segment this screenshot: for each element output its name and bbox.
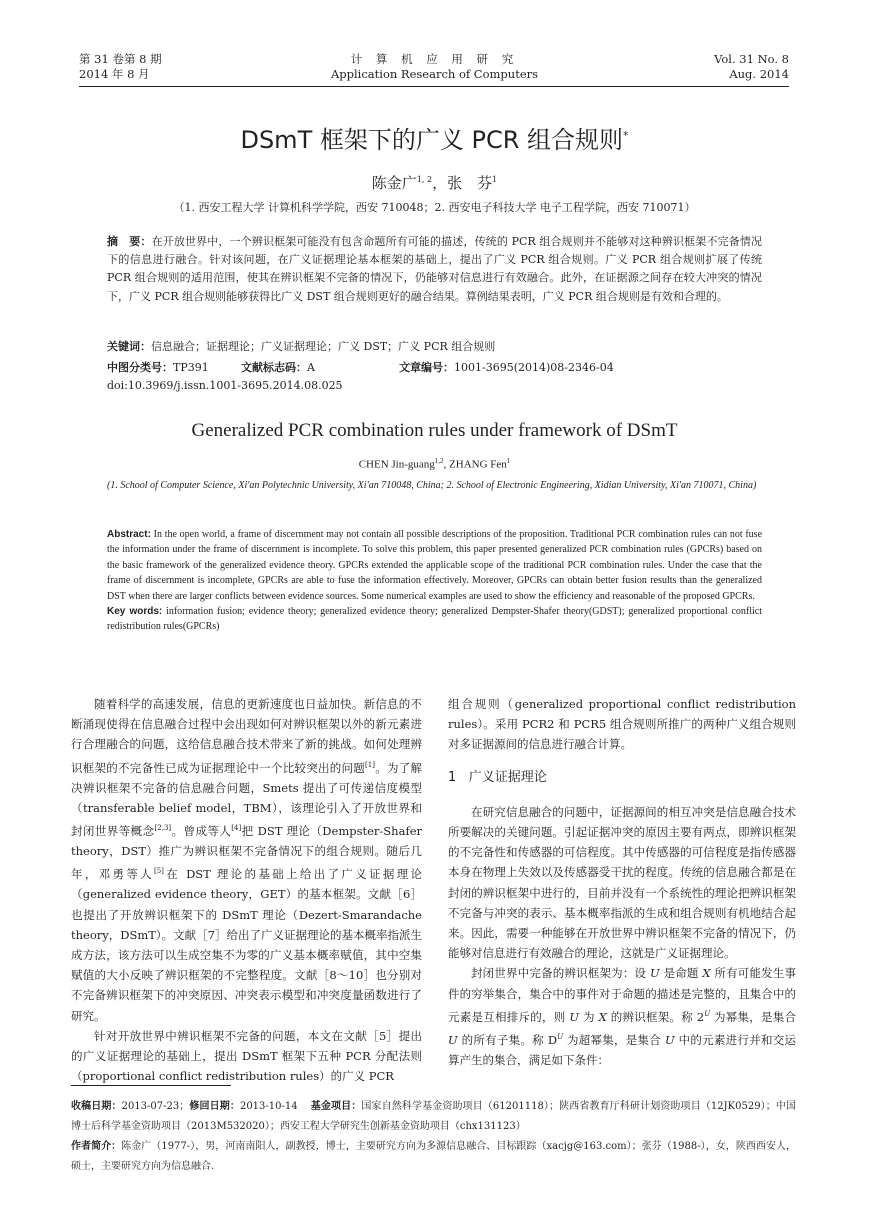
author-sep-en: , xyxy=(443,458,450,471)
body-paragraph xyxy=(71,694,422,1026)
text-run: 中的元素进行并和交运算产生的集合，满足如下条件： xyxy=(448,1032,797,1067)
received-date: 2013-07-23； xyxy=(121,1101,190,1112)
doi[interactable]: doi:10.3969/j.issn.1001-3695.2014.08.025 xyxy=(107,379,343,392)
revised-label: 修回日期： xyxy=(189,1101,240,1112)
math-var: U xyxy=(448,1032,458,1047)
abstract-cn-text: 在开放世界中，一个辨识框架可能没有包含命题所有可能的描述，传统的 PCR 组合规则并不能够对这种辨识框架不完备情况下的信息进行融合。针对该问题，在广义证据理论基本框架的基础上，提出了广义 PCR 组合规则。广义 PCR 组合规则扩展了传统 PCR 组合规则的适用范围，使其在辨识框架不完备的情况下，仍能够对信息进行有效融合。此外，在证据源之间存在较大冲突的情况下，广义 PCR 组合规则能够获得比广义 DST 组合规则更好的融合结果。算例结果表明，广义 PCR 组合规则是有效和合理的。 xyxy=(107,235,763,303)
section-number: 1 xyxy=(448,769,457,785)
keywords-cn-label: 关键词： xyxy=(107,340,151,353)
doc-code xyxy=(241,359,315,375)
author-2-en: ZHANG Fen xyxy=(449,458,507,471)
citation[interactable]: [1] xyxy=(365,760,375,769)
math-superscript: U xyxy=(704,1009,711,1018)
body-paragraph: 针对开放世界中辨识框架不完备的问题，本文在文献［5］提出的广义证据理论的基础上，提出 DSmT 框架下五种 PCR 分配法则（proportional conflict redistribution rules）的广义 PCR xyxy=(71,1028,422,1084)
keywords-en-text: information fusion; evidence theory; generalized evidence theory; generalized Dempster-Shafer theory(GDST); generalized proportional conflict redistribution rules(GPCRs) xyxy=(107,606,763,633)
paper-title-en: Generalized PCR combination rules under framework of DSmT xyxy=(191,420,678,441)
doc-code-label: 文献标志码： xyxy=(241,361,307,374)
abstract-cn xyxy=(107,233,762,306)
running-header-right xyxy=(714,52,789,82)
author-1-affil: 1, 2 xyxy=(416,175,433,184)
abstract-en-label: Abstract: xyxy=(107,529,151,540)
bio-text: 陈金广（1977-），男，河南南阳人，副教授，博士，主要研究方向为多源信息融合、目标跟踪（xacjg@163.com）；张芬（1988-），女，陕西西安人，硕士，主要研究方向为信息融合. xyxy=(71,1141,796,1172)
paper-title-cn xyxy=(0,120,869,155)
abstract-cn-label: 摘 要： xyxy=(107,235,152,248)
fund-label: 基金项目： xyxy=(310,1101,362,1112)
text-run: 为超幂集，是集合 xyxy=(563,1032,665,1047)
text-run: 是命题 xyxy=(659,966,703,981)
volume-issue-cn: 第 31 卷第 8 期 xyxy=(79,52,162,66)
revised-date: 2013-10-14 xyxy=(239,1101,298,1112)
footnote-rule xyxy=(71,1085,231,1086)
author-1-en: CHEN Jin-guang xyxy=(358,458,435,471)
abstract-en-body xyxy=(107,527,762,604)
author-sep: ， xyxy=(432,174,448,192)
affiliation-en: (1. School of Computer Science, Xi'an Polytechnic University, Xi'an 710048, China; 2. School of Electronic Engineering, Xidian University, Xi'an 710071, China) xyxy=(107,480,757,491)
abstract-en xyxy=(107,527,762,635)
journal-name-cn: 计 算 机 应 用 研 究 xyxy=(350,52,519,66)
keywords-en-label: Key words: xyxy=(107,606,163,618)
math-var: X xyxy=(598,1009,607,1024)
doc-code-value: A xyxy=(307,361,315,374)
date-cn: 2014 年 8 月 xyxy=(79,67,150,81)
classification-row xyxy=(107,359,209,375)
text-run: 在 DST 理论的基础上给出了广义证据理论（generalized evidence theory，GET）的基本框架。文献［6］也提出了开放辨识框架下的 DSmT 理论（Dezert-Smarandache theory，DSmT）。文献［7］给出了广义证据理论的基本概率指派生成方法，该方法可以生成空集不为零的广义基本概率赋值，其中空集赋值的大小反映了辨识框架的不完整程度。文献［8～10］也分别对不完备辨识框架下的冲突原因、冲突表示模型和冲突度量函数进行了研究。 xyxy=(71,867,422,1023)
keywords-cn-text: 信息融合；证据理论；广义证据理论；广义 DST；广义 PCR 组合规则 xyxy=(151,340,496,353)
body-column-left xyxy=(71,694,422,1086)
text-run: 随着科学的高速发展，信息的更新速度也日益加快。新信息的不断涌现使得在信息融合过程中会出现如何对辨识框架以外的新元素进行合理融合的问题，这给信息融合技术带来了新的挑战。如何处理辨识框架的不完备性已成为证据理论中一个比较突出的问题 xyxy=(71,697,422,775)
article-number xyxy=(399,359,614,375)
clc-label: 中图分类号： xyxy=(107,361,173,374)
affiliation-cn: （1. 西安工程大学 计算机科学学院，西安 710048；2. 西安电子科技大学 电子工程学院，西安 710071） xyxy=(173,201,696,214)
title-footnote-mark: * xyxy=(623,129,629,142)
text-run: 。曾成等人 xyxy=(171,823,232,838)
fund-text: 国家自然科学基金资助项目（61201118）；陕西省教育厅科研计划资助项目（12JK0529）；中国博士后科学基金资助项目（2013M532020）；西安工程大学研究生创新基金资助项目（chx131123） xyxy=(71,1101,797,1132)
math-var: U xyxy=(569,1009,580,1024)
authors-cn xyxy=(0,172,869,193)
author-2-affil: 1 xyxy=(492,175,498,184)
received-label: 收稿日期： xyxy=(71,1101,122,1112)
keywords-en xyxy=(107,604,762,635)
citation[interactable]: [4] xyxy=(231,824,242,833)
text-run: 的所有子集。称 D xyxy=(457,1032,558,1047)
author-2-en-affil: 1 xyxy=(506,457,511,465)
author-2: 张 芬 xyxy=(447,174,493,192)
volume-issue-en: Vol. 31 No. 8 xyxy=(714,52,789,66)
text-run: 所有可能发生事件的穷举集合，集合中的事件对于命题的描述是完整的，且集合中的元素是互相排斥的，则 xyxy=(448,966,797,1024)
section-title: 广义证据理论 xyxy=(468,769,547,785)
text-run: 为 xyxy=(579,1009,599,1024)
section-heading xyxy=(448,768,796,788)
title-text: DSmT 框架下的广义 PCR 组合规则 xyxy=(240,126,624,154)
body-paragraph: 组合规则（generalized proportional conflict redistribution rules）。采用 PCR2 和 PCR5 组合规则所推广的两种广义组合规则对多证据源间的信息进行融合计算。 xyxy=(448,697,796,752)
date-en: Aug. 2014 xyxy=(729,67,789,81)
math-var: X xyxy=(702,966,711,981)
authors-en xyxy=(0,457,869,471)
footnote-funding xyxy=(71,1097,796,1137)
footnote xyxy=(71,1097,796,1177)
article-number-value: 1001-3695(2014)08-2346-04 xyxy=(454,361,614,374)
body-paragraph xyxy=(448,963,796,1070)
author-1: 陈金广 xyxy=(371,174,417,192)
journal-name-en: Application Research of Computers xyxy=(330,67,539,81)
citation[interactable]: [2,3] xyxy=(154,824,172,833)
text-run: 。为了解决辨识框架不完备的信息融合问题，Smets 提出了可传递信度模型（transferable belief model，TBM），该理论引入了开放世界和封闭世界等概念 xyxy=(71,760,422,838)
bio-label: 作者简介： xyxy=(71,1141,122,1152)
math-var: U xyxy=(650,966,660,981)
clc-value: TP391 xyxy=(173,361,209,374)
text-run: 为幂集，是集合 xyxy=(710,1009,796,1024)
text-run: 封闭世界中完备的辨识框架为：设 xyxy=(471,966,651,981)
text-run: 的辨识框架。称 2 xyxy=(606,1009,705,1024)
citation[interactable]: [5] xyxy=(154,867,164,876)
footnote-bio xyxy=(71,1137,796,1177)
math-var: U xyxy=(665,1032,675,1047)
body-paragraph: 在研究信息融合的问题中，证据源间的相互冲突是信息融合技术所要解决的关键问题。引起证据冲突的原因主要有两点，即辨识框架的不完备性和传感器的可信程度。其中传感器的可信程度是指传感器本身在物理上失效以及传感器受干扰的程度。传统的信息融合都是在封闭的辨识框架中进行的，目前并没有一个系统性的理论把辨识框架不完备与冲突的表示、基本概率指派的生成和组合规则有机地结合起来。因此，需要一种能够在开放世界中辨识框架不完备的情况下，仍能够对信息进行有效融合的理论，这就是广义证据理论。 xyxy=(448,804,796,961)
math-superscript: U xyxy=(557,1032,564,1041)
body-column-right xyxy=(448,694,796,1070)
header-rule xyxy=(79,86,789,87)
keywords-cn xyxy=(107,338,762,356)
article-number-label: 文章编号： xyxy=(399,361,454,374)
text-run: 把 DST 理论（Dempster-Shafer theory，DST）推广为辨识框架不完备情况下的组合规则。随后几年，邓勇等人 xyxy=(71,823,423,882)
abstract-en-text: In the open world, a frame of discernment may not contain all possible descriptions of the proposition. Traditional PCR combination rules can not fuse the information under the frame of discernment is incomplete. To solve this problem, this paper presented generalized PCR combination rules (GPCRs) based on the basic framework of the generalized evidence theory. GPCRs extended the applicable scope of the traditional PCR combination rules. Under the case that the frame of discernment is incomplete, GPCRs are able to fuse the information effectively. Moreover, GPCRs can obtain better fusion results than the generalized DST when there are larger conflicts between evidence sources. Some numerical examples are used to show the efficiency and reasonable of the proposed GPCRs. xyxy=(107,529,763,602)
author-1-en-affil: 1,2 xyxy=(434,457,444,465)
